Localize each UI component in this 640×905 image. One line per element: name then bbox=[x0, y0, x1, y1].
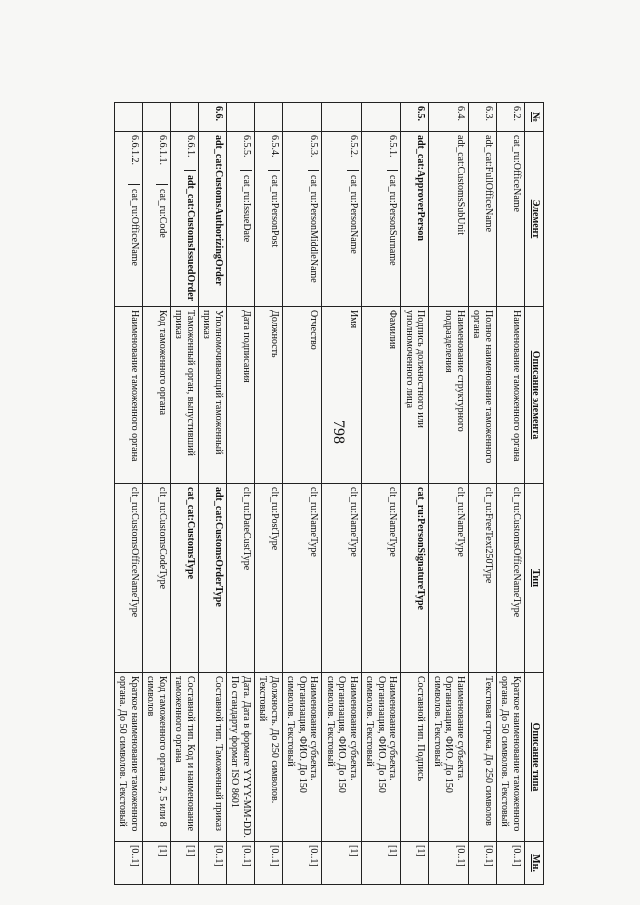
sub-number: 6.5.1. bbox=[387, 135, 399, 171]
element-name: adt_cat:FullOfficeName bbox=[483, 135, 494, 233]
table-row bbox=[429, 103, 469, 885]
header-element: Элемент bbox=[525, 132, 544, 307]
multiplicity: [1] bbox=[401, 842, 429, 885]
type-description: Составной тип. Код и наименование таможенного органа bbox=[171, 673, 199, 842]
element-description: Код таможенного органа bbox=[143, 307, 171, 484]
table-row bbox=[255, 103, 283, 885]
type-name: clt_ru:NameType bbox=[283, 484, 323, 673]
type-description: Составной тип. Таможенный приказ bbox=[199, 673, 227, 842]
element-description: Должность bbox=[255, 307, 283, 484]
element-description: Фамилия bbox=[362, 307, 402, 484]
element-name: adt_cat:ApproverPerson bbox=[415, 135, 427, 241]
table-row bbox=[199, 103, 227, 885]
element-name: cat_ru:OfficeName bbox=[511, 135, 522, 212]
element-description: Имя bbox=[322, 307, 362, 484]
table-row bbox=[283, 103, 323, 885]
table-row bbox=[322, 103, 362, 885]
element-cell bbox=[429, 132, 469, 307]
element-description: Подпись должностного или уполномоченного лица bbox=[401, 307, 429, 484]
type-description: Наименование субъекта. Организация, ФИО. До 150 символов. Текстовый bbox=[322, 673, 362, 842]
multiplicity: [0..1] bbox=[283, 842, 323, 885]
element-description: Дата подписания bbox=[227, 307, 255, 484]
type-description: Должность. До 250 символов. Текстовый bbox=[255, 673, 283, 842]
header-type: Тип bbox=[525, 484, 544, 673]
element-name: adt_cat:CustomsSubUnit bbox=[455, 135, 466, 235]
element-name: cat_ru:PersonMiddleName bbox=[308, 175, 320, 283]
element-cell bbox=[497, 132, 525, 307]
table-row bbox=[497, 103, 525, 885]
row-number: 6.4. bbox=[429, 103, 469, 132]
element-description: Отчество bbox=[283, 307, 323, 484]
type-name: clt_ru:FreeText250Type bbox=[469, 484, 497, 673]
element-cell bbox=[199, 132, 227, 307]
type-name: clt_ru:NameType bbox=[322, 484, 362, 673]
row-number bbox=[255, 103, 283, 132]
sub-number: 6.5.4. bbox=[269, 135, 281, 171]
multiplicity: [0..1] bbox=[469, 842, 497, 885]
header-element-description: Описание элемента bbox=[525, 307, 544, 484]
multiplicity: [0..1] bbox=[227, 842, 255, 885]
element-description: Наименование таможенного органа bbox=[115, 307, 143, 484]
element-cell bbox=[115, 132, 143, 307]
type-description: Наименование субъекта. Организация, ФИО. До 150 символов. Текстовый bbox=[362, 673, 402, 842]
sub-number: 6.5.3. bbox=[308, 135, 320, 171]
element-name: cat_ru:PersonName bbox=[348, 175, 359, 254]
row-number bbox=[227, 103, 255, 132]
element-cell bbox=[255, 132, 283, 307]
multiplicity: [0..1] bbox=[115, 842, 143, 885]
sub-number: 6.5.2. bbox=[348, 135, 360, 171]
type-name: clt_ru:DateCustType bbox=[227, 484, 255, 673]
type-name: cat_cat:CustomsType bbox=[171, 484, 199, 673]
element-name: cat_ru:OfficeName bbox=[129, 189, 140, 266]
element-name: cat_ru:PersonPost bbox=[269, 175, 280, 248]
table-row bbox=[401, 103, 429, 885]
type-name: clt_ru:PostType bbox=[255, 484, 283, 673]
header-number: № bbox=[525, 103, 544, 132]
multiplicity: [1] bbox=[322, 842, 362, 885]
row-number bbox=[283, 103, 323, 132]
row-number bbox=[322, 103, 362, 132]
element-cell bbox=[227, 132, 255, 307]
element-cell bbox=[283, 132, 323, 307]
row-number: 6.2. bbox=[497, 103, 525, 132]
table-row bbox=[469, 103, 497, 885]
row-number bbox=[115, 103, 143, 132]
type-description: Текстовая строка. До 250 символов bbox=[469, 673, 497, 842]
sub-number: 6.5.5. bbox=[241, 135, 253, 171]
type-name: adt_cat:CustomsOrderType bbox=[199, 484, 227, 673]
multiplicity: [1] bbox=[143, 842, 171, 885]
header-type-description: Описание типа bbox=[525, 673, 544, 842]
table-row bbox=[143, 103, 171, 885]
type-description: Наименование субъекта. Организация, ФИО. До 150 символов. Текстовый bbox=[429, 673, 469, 842]
type-description: Дата. Дата в формате YYYY-MM-DD. По стандарту формат ISO 8601 bbox=[227, 673, 255, 842]
table-row bbox=[171, 103, 199, 885]
sub-number: 6.6.1. bbox=[185, 135, 197, 171]
header-multiplicity: Мн. bbox=[525, 842, 544, 885]
type-name: clt_ru:CustomsOfficeNameType bbox=[497, 484, 525, 673]
type-name: clt_ru:NameType bbox=[429, 484, 469, 673]
element-name: cat_ru:Code bbox=[157, 189, 168, 238]
multiplicity: [0..1] bbox=[199, 842, 227, 885]
table-body bbox=[115, 103, 525, 885]
table-row bbox=[115, 103, 143, 885]
row-number bbox=[362, 103, 402, 132]
row-number: 6.6. bbox=[199, 103, 227, 132]
row-number: 6.3. bbox=[469, 103, 497, 132]
type-name: clt_ru:CustomsOfficeNameType bbox=[115, 484, 143, 673]
type-description: Краткое наименование таможенного органа. До 50 символов. Текстовый bbox=[115, 673, 143, 842]
table-row bbox=[227, 103, 255, 885]
row-number: 6.5. bbox=[401, 103, 429, 132]
table-row bbox=[362, 103, 402, 885]
element-name: adt_cat:CustomsAuthorizingOrder bbox=[213, 135, 224, 286]
multiplicity: [0..1] bbox=[255, 842, 283, 885]
element-cell bbox=[322, 132, 362, 307]
element-description: Наименование структурного подразделения bbox=[429, 307, 469, 484]
element-name: adt_cat:CustomsIssuedOrder bbox=[185, 175, 196, 302]
table-area bbox=[84, 102, 544, 872]
element-cell bbox=[469, 132, 497, 307]
element-description: Наименование таможенного органа bbox=[497, 307, 525, 484]
type-name: cat_ru:PersonSignatureType bbox=[401, 484, 429, 673]
multiplicity: [0..1] bbox=[429, 842, 469, 885]
type-name: clt_ru:NameType bbox=[362, 484, 402, 673]
type-description: Наименование субъекта. Организация, ФИО. До 150 символов. Текстовый bbox=[283, 673, 323, 842]
element-cell bbox=[362, 132, 402, 307]
sub-number: 6.6.1.2. bbox=[129, 135, 141, 185]
type-name: clt_ru:CustomsCodeType bbox=[143, 484, 171, 673]
type-description: Составной тип. Подпись bbox=[401, 673, 429, 842]
element-cell bbox=[143, 132, 171, 307]
elements-table bbox=[114, 102, 544, 885]
type-description: Краткое наименование таможенного органа. До 50 символов. Текстовый bbox=[497, 673, 525, 842]
row-number bbox=[143, 103, 171, 132]
row-number bbox=[171, 103, 199, 132]
element-cell bbox=[401, 132, 429, 307]
sub-number: 6.6.1.1. bbox=[157, 135, 169, 185]
element-cell bbox=[171, 132, 199, 307]
element-description: Таможенный орган, выпустивший приказ bbox=[171, 307, 199, 484]
multiplicity: [1] bbox=[362, 842, 402, 885]
element-description: Полное наименование таможенного органа bbox=[469, 307, 497, 484]
element-name: cat_ru:IssueDate bbox=[241, 175, 252, 243]
table-header-row bbox=[525, 103, 544, 885]
multiplicity: [0..1] bbox=[497, 842, 525, 885]
element-name: cat_ru:PersonSurname bbox=[387, 175, 399, 266]
multiplicity: [1] bbox=[171, 842, 199, 885]
page-number: 798 bbox=[330, 420, 347, 444]
element-description: Уполномочивающий таможенный приказ bbox=[199, 307, 227, 484]
type-description: Код таможенного органа. 2, 5 или 8 символов bbox=[143, 673, 171, 842]
